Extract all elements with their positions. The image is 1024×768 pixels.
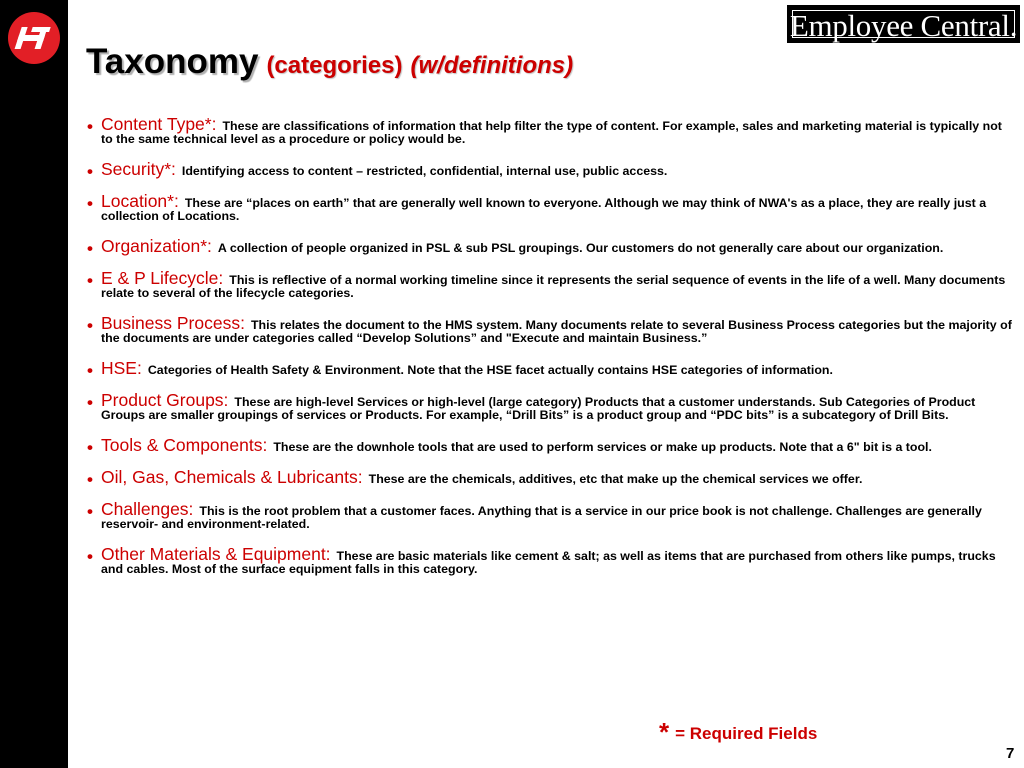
item-term: Tools & Components: — [101, 435, 268, 455]
item-definition: These are high-level Services or high-level (large category) Products that a customer understands. Sub Categories of Product Groups are smaller groupings of services or Products. For example, “Drill Bits” is a product group and “PDC bits” is a subcategory of Drill Bits. — [101, 395, 976, 422]
list-item — [87, 467, 1012, 489]
item-definition: This relates the document to the HMS system. Many documents relate to several Business Process categories but the majority of the documents are under categories called “Develop Solutions” and "Execute and maintain Business.” — [101, 318, 1012, 345]
list-item — [87, 268, 1012, 300]
bullet-icon: • — [87, 239, 93, 258]
required-star: * — [659, 717, 670, 747]
bullet-icon: • — [87, 547, 93, 566]
item-term: Business Process: — [101, 313, 245, 333]
item-term: Oil, Gas, Chemicals & Lubricants: — [101, 467, 363, 487]
item-term: Organization*: — [101, 236, 212, 256]
page-title — [86, 42, 573, 82]
bullet-icon: • — [87, 316, 93, 335]
list-item — [87, 313, 1012, 345]
list-item — [87, 358, 1012, 380]
page-number: 7 — [1006, 745, 1015, 762]
logo-mark-icon — [14, 23, 54, 53]
required-fields-note — [659, 717, 817, 748]
bullet-icon: • — [87, 438, 93, 457]
bullet-icon: • — [87, 162, 93, 181]
item-definition: This is the root problem that a customer faces. Anything that is a service in our price book is not challenge. Challenges are generally reservoir- and environment-related. — [101, 504, 982, 531]
bullet-icon: • — [87, 194, 93, 213]
left-sidebar-band — [0, 0, 68, 768]
bullet-icon: • — [87, 470, 93, 489]
item-definition: These are basic materials like cement & salt; as well as items that are purchased from others like pumps, trucks and cables. Most of the surface equipment falls in this category. — [101, 549, 996, 576]
bullet-icon: • — [87, 393, 93, 412]
item-term: Product Groups: — [101, 390, 229, 410]
company-logo-icon — [8, 12, 60, 64]
item-term: Content Type*: — [101, 114, 217, 134]
brand-logo — [787, 5, 1020, 43]
item-term: Other Materials & Equipment: — [101, 544, 331, 564]
item-definition: A collection of people organized in PSL & sub PSL groupings. Our customers do not generally care about our organization. — [217, 241, 944, 255]
item-definition: These are “places on earth” that are generally well known to everyone. Although we may think of NWA's as a place, they are really just a collection of Locations. — [101, 196, 987, 223]
list-item — [87, 390, 1012, 422]
bullet-icon: • — [87, 502, 93, 521]
list-item — [87, 544, 1012, 576]
item-definition: Categories of Health Safety & Environment. Note that the HSE facet actually contains HSE categories of information. — [147, 363, 833, 377]
bullet-icon: • — [87, 271, 93, 290]
list-item — [87, 236, 1012, 258]
item-definition: These are the downhole tools that are used to perform services or make up products. Note that a 6" bit is a tool. — [273, 440, 932, 454]
item-term: Security*: — [101, 159, 176, 179]
list-item — [87, 191, 1012, 223]
list-item — [87, 114, 1012, 146]
list-item — [87, 499, 1012, 531]
bullet-icon: • — [87, 117, 93, 136]
title-subtitle-categories: (categories) — [266, 52, 403, 79]
item-definition: Identifying access to content – restricted, confidential, internal use, public access. — [181, 164, 668, 178]
title-main: Taxonomy — [86, 42, 259, 81]
item-term: HSE: — [101, 358, 142, 378]
taxonomy-list — [87, 114, 1012, 593]
item-term: E & P Lifecycle: — [101, 268, 224, 288]
list-item — [87, 435, 1012, 457]
item-definition: This is reflective of a normal working timeline since it represents the serial sequence of events in the life of a well. Many documents relate to several of the lifecycle categories. — [101, 273, 1006, 300]
title-subtitle-definitions: (w/definitions) — [410, 52, 574, 79]
list-item — [87, 159, 1012, 181]
required-fields-text: = Required Fields — [675, 724, 818, 743]
item-term: Challenges: — [101, 499, 194, 519]
bullet-icon: • — [87, 361, 93, 380]
item-definition: These are the chemicals, additives, etc that make up the chemical services we offer. — [368, 472, 863, 486]
brand-logo-text: Employee Central. — [789, 8, 1018, 43]
item-term: Location*: — [101, 191, 179, 211]
item-definition: These are classifications of information that help filter the type of content. For example, sales and marketing material is typically not to the same technical level as a procedure or policy would be. — [101, 119, 1002, 146]
